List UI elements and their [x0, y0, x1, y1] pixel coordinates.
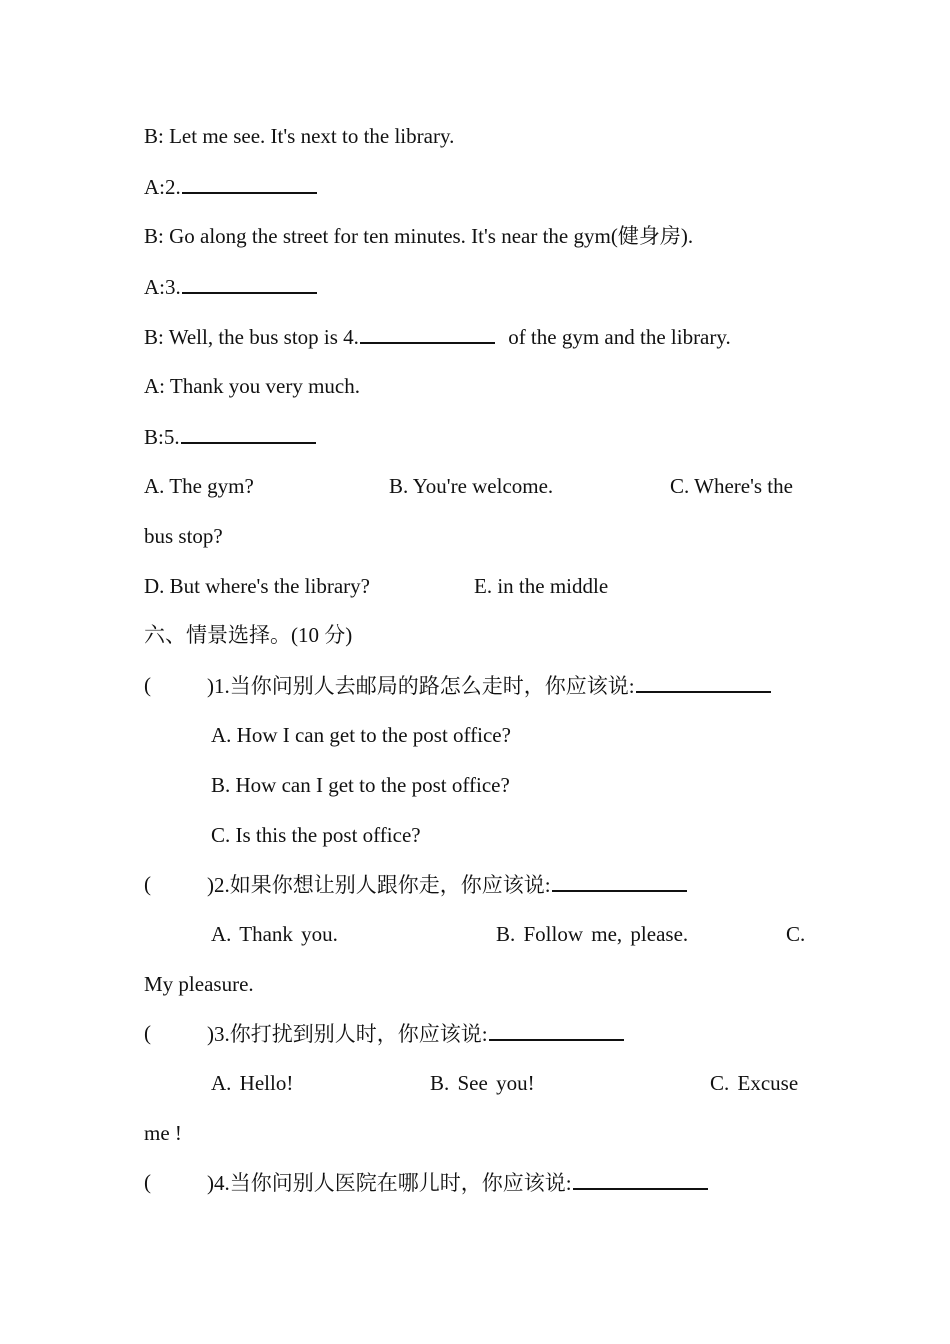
- question-2-choice-c-continuation: My pleasure.: [144, 972, 254, 996]
- question-4-prompt: [207, 1172, 708, 1194]
- question-1-text: )1.当你问别人去邮局的路怎么走时，你应该说:: [207, 674, 635, 698]
- question-3-choice-a: A. Hello!: [211, 1071, 294, 1095]
- question-3-choice-c-continuation: me !: [144, 1121, 182, 1145]
- question-2-paren[interactable]: (: [144, 872, 151, 896]
- question-2-prompt: [207, 874, 687, 896]
- section-heading: 六、情景选择。(10 分): [144, 623, 353, 647]
- dialogue-line-a3: [144, 276, 317, 298]
- question-4-text: )4.当你问别人医院在哪儿时，你应该说:: [207, 1171, 572, 1195]
- question-3-choice-c: C. Excuse: [710, 1071, 799, 1095]
- question-2-choice-b: B. Follow me, please.: [496, 922, 689, 946]
- question-4-paren[interactable]: (: [144, 1170, 151, 1194]
- question-3-blank[interactable]: [489, 1023, 624, 1041]
- question-1-choice-c: C. Is this the post office?: [211, 823, 421, 847]
- question-4-blank[interactable]: [573, 1172, 708, 1190]
- dialogue-label-a3: A:3.: [144, 275, 181, 299]
- answer-blank-5[interactable]: [181, 426, 316, 444]
- question-1-paren[interactable]: (: [144, 673, 151, 697]
- option-c-continuation: bus stop?: [144, 524, 223, 548]
- dialogue-label-b5: B:5.: [144, 425, 180, 449]
- option-a: A. The gym?: [144, 474, 254, 498]
- question-2-blank[interactable]: [552, 874, 687, 892]
- question-1-prompt: [207, 675, 771, 697]
- question-1-blank[interactable]: [636, 675, 771, 693]
- answer-blank-4[interactable]: [360, 326, 495, 344]
- option-d: D. But where's the library?: [144, 574, 370, 598]
- dialogue-label-a2: A:2.: [144, 175, 181, 199]
- dialogue-line-a2: [144, 176, 317, 198]
- answer-blank-3[interactable]: [182, 276, 317, 294]
- dialogue-text-b3-pre: B: Well, the bus stop is 4.: [144, 325, 359, 349]
- question-3-paren[interactable]: (: [144, 1021, 151, 1045]
- option-c: C. Where's the: [670, 474, 793, 498]
- dialogue-line-b3: [144, 326, 731, 348]
- option-e: E. in the middle: [474, 574, 609, 598]
- question-2-choice-a: A. Thank you.: [211, 922, 338, 946]
- question-1-choice-a: A. How I can get to the post office?: [211, 723, 511, 747]
- question-3-choice-b: B. See you!: [430, 1071, 535, 1095]
- dialogue-line-b2: B: Go along the street for ten minutes. It's near the gym(健身房).: [144, 224, 694, 248]
- question-2-text: )2.如果你想让别人跟你走，你应该说:: [207, 873, 551, 897]
- dialogue-line-a4: A: Thank you very much.: [144, 374, 360, 398]
- dialogue-line-b5: [144, 426, 316, 448]
- dialogue-text-b3-post: of the gym and the library.: [508, 325, 731, 349]
- dialogue-line-b1: B: Let me see. It's next to the library.: [144, 124, 455, 148]
- answer-blank-2[interactable]: [182, 176, 317, 194]
- question-1-choice-b: B. How can I get to the post office?: [211, 773, 510, 797]
- question-3-text: )3.你打扰到别人时，你应该说:: [207, 1022, 488, 1046]
- option-b: B. You're welcome.: [389, 474, 554, 498]
- question-2-choice-c: C.: [786, 922, 806, 946]
- question-3-prompt: [207, 1023, 624, 1045]
